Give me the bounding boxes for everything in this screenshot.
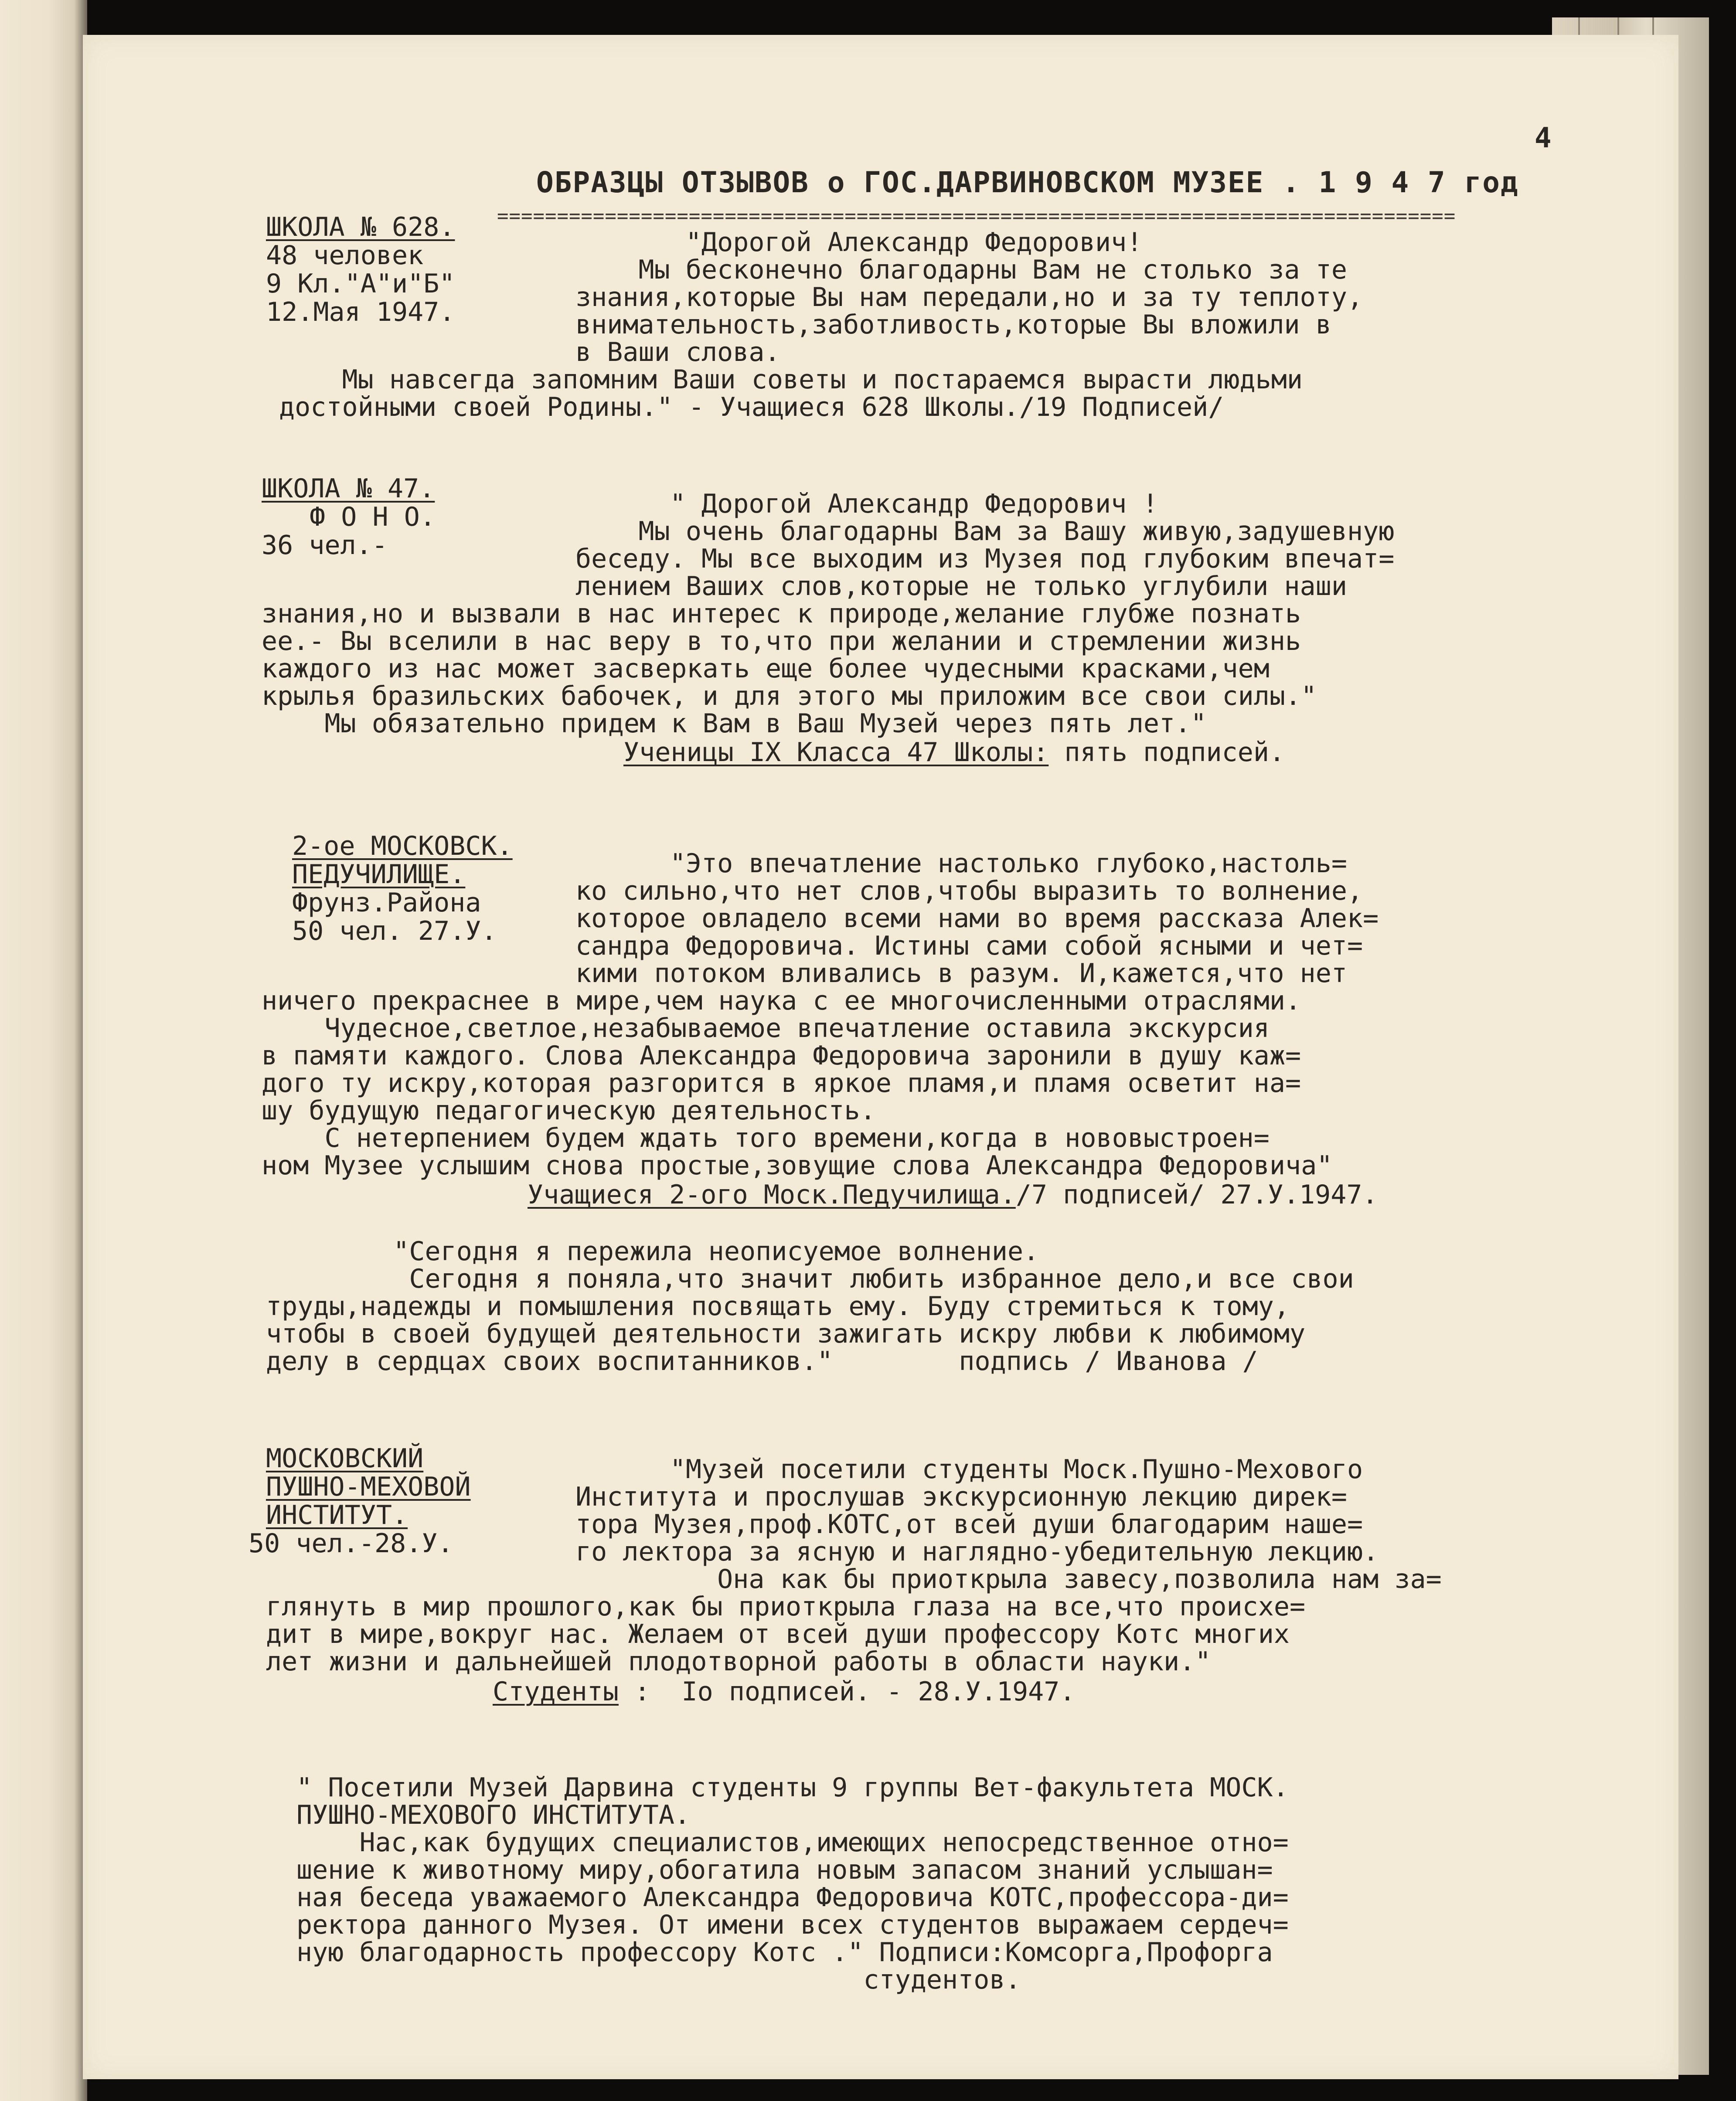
entry-line: Сегодня я поняла,что значит любить избранное дело,и все свои xyxy=(362,1264,1354,1294)
signature-underlined: Ученицы IX Класса 47 Школы: xyxy=(623,737,1049,768)
entry-date: 12.Мая 1947. xyxy=(266,297,455,327)
entry-line: С нетерпением будем ждать того времени,когда в нововыстроен= xyxy=(262,1123,1270,1153)
entry-line: которое овладело всеми нами во время рассказа Алек= xyxy=(575,903,1379,934)
entry-line: студентов. xyxy=(296,1965,1021,1995)
signature-rest: : Io подписей. - 28.У.1947. xyxy=(618,1676,1076,1707)
signature-underlined: Студенты xyxy=(493,1676,619,1707)
entry-line: шу будущую педагогическую деятельность. xyxy=(262,1095,876,1126)
entry-line: ректора данного Музея. От имени всех студентов выражаем сердеч= xyxy=(296,1910,1289,1940)
entry-line: ее.- Вы вселили в нас веру в то,что при желании и стремлении жизнь xyxy=(262,626,1301,656)
entry-line: в Ваши слова. xyxy=(575,337,780,367)
document-page xyxy=(83,35,1678,2079)
entry-line: тора Музея,проф.КОТС,от всей души благодарим наше= xyxy=(575,1509,1363,1540)
entry-school: ПЕДУЧИЛИЩЕ. xyxy=(292,859,466,890)
signature-rest: пять подписей. xyxy=(1048,737,1285,768)
entry-line: Мы бесконечно благодарны Вам не столько за те xyxy=(575,255,1348,285)
entry-line: Чудесное,светлое,незабываемое впечатление оставила экскурсия xyxy=(262,1013,1270,1044)
entry-line: Нас,как будущих специалистов,имеющих непосредственное отно= xyxy=(296,1827,1289,1858)
entry-line: чтобы в своей будущей деятельности зажигать искру любви к любимому xyxy=(266,1319,1306,1349)
entry-line: "Музей посетили студенты Моск.Пушно-Мехового xyxy=(575,1454,1363,1485)
heading-double-rule: ================================================================================ xyxy=(497,205,1456,227)
entry-line: Мы навсегда запомним Ваши советы и постараемся вырасти людьми xyxy=(279,364,1303,395)
entry-line: Мы обязательно придем к Вам в Ваш Музей через пять лет." xyxy=(262,708,1207,739)
entry-line: глянуть в мир прошлого,как бы приоткрыла глаза на все,что происхе= xyxy=(266,1591,1306,1622)
entry-count: 50 чел. 27.У. xyxy=(292,916,497,946)
entry-line: дого ту искру,которая разгорится в яркое пламя,и пламя осветит на= xyxy=(262,1068,1301,1098)
document-heading: ОБРАЗЦЫ ОТЗЫВОВ о ГОС.ДАРВИНОВСКОМ МУЗЕЕ . 1 9 4 7 год xyxy=(536,166,1519,199)
entry-line: Мы очень благодарны Вам за Вашу живую,задушевную xyxy=(575,516,1395,547)
entry-line: делу в сердцах своих воспитанников." подпись / Иванова / xyxy=(266,1346,1258,1377)
entry-line: ко сильно,что нет слов,чтобы выразить то волнение, xyxy=(575,876,1363,906)
entry-line: в памяти каждого. Слова Александра Федоровича заронили в душу каж= xyxy=(262,1040,1301,1071)
entry-school: ШКОЛА № 628. xyxy=(266,212,455,242)
entry-school: ШКОЛА № 47. xyxy=(262,473,435,504)
entry-line: каждого из нас может засверкать еще более чудесными красками,чем xyxy=(262,653,1270,684)
entry-count: 50 чел.-28.У. xyxy=(248,1528,453,1559)
entry-line: лет жизни и дальнейшей плодотворной работы в области науки." xyxy=(266,1646,1211,1677)
page-number: 4 xyxy=(1535,122,1552,154)
entry-line: беседу. Мы все выходим из Музея под глубоким впечат= xyxy=(575,544,1395,574)
entry-line: ничего прекраснее в мире,чем наука с ее многочисленными отраслями. xyxy=(262,986,1301,1016)
entry-line: Института и прослушав экскурсионную лекцию дирек= xyxy=(575,1482,1348,1512)
entry-school: 2-ое МОСКОВСК. xyxy=(292,831,513,861)
entry-line: сандра Федоровича. Истины сами собой ясными и чет= xyxy=(575,931,1363,961)
entry-line: "Сегодня я пережила неописуемое волнение. xyxy=(362,1236,1039,1267)
entry-signature xyxy=(623,739,1285,766)
entry-signature xyxy=(528,1181,1378,1209)
entry-line: крылья бразильских бабочек, и для этого мы приложим все свои силы." xyxy=(262,681,1317,711)
signature-rest: /7 подписей/ 27.У.1947. xyxy=(1015,1180,1378,1210)
entry-line: знания,которые Вы нам передали,но и за ту теплоту, xyxy=(575,282,1363,313)
entry-line: дит в мире,вокруг нас. Желаем от всей души профессору Котс многих xyxy=(266,1619,1290,1649)
entry-line: "Дорогой Александр Федорович! xyxy=(575,227,1143,258)
entry-line: ном Музее услышим снова простые,зовущие слова Александра Федоровича" xyxy=(262,1150,1333,1181)
entry-count: 48 человек xyxy=(266,240,424,271)
signature-underlined: Учащиеся 2-ого Моск.Педучилища. xyxy=(528,1180,1016,1210)
entry-line: лением Ваших слов,которые не только углубили наши xyxy=(575,571,1348,602)
entry-group: Ф О Н О. xyxy=(310,502,436,532)
entry-line: Она как бы приоткрыла завесу,позволила нам за= xyxy=(575,1564,1442,1594)
entry-school: ИНСТИТУТ. xyxy=(266,1500,408,1530)
entry-line: шение к животному миру,обогатила новым запасом знаний услышан= xyxy=(296,1855,1273,1885)
entry-line: труды,надежды и помышления посвящать ему. Буду стремиться к тому, xyxy=(266,1291,1290,1322)
binding-left-page xyxy=(0,0,87,2101)
entry-school: ПУШНО-МЕХОВОЙ xyxy=(266,1472,471,1502)
entry-line: ПУШНО-МЕХОВОГО ИНСТИТУТА. xyxy=(296,1800,691,1830)
entry-line: кими потоком вливались в разум. И,кажется,что нет xyxy=(575,958,1348,989)
entry-class: 9 Кл."А"и"Б" xyxy=(266,269,455,299)
entry-line: го лектора за ясную и наглядно-убедительную лекцию. xyxy=(575,1537,1379,1567)
entry-signature xyxy=(493,1678,1076,1706)
entry-line: ную благодарность профессору Котс ." Подписи:Комсорга,Профорга xyxy=(296,1937,1273,1968)
entry-count: 36 чел.- xyxy=(262,530,388,561)
entry-line: " Дорогой Александр Федорович ! xyxy=(575,489,1158,519)
entry-line: "Это впечатление настолько глубоко,настоль= xyxy=(575,848,1348,879)
entry-school: МОСКОВСКИЙ xyxy=(266,1443,424,1474)
entry-line: ная беседа уважаемого Александра Федоровича КОТС,профессора-ди= xyxy=(296,1882,1289,1913)
entry-district: Фрунз.Района xyxy=(292,887,481,918)
entry-line: " Посетили Музей Дарвина студенты 9 группы Вет-факультета МОСК. xyxy=(296,1772,1289,1803)
entry-line: достойными своей Родины." - Учащиеся 628 Школы./19 Подписей/ xyxy=(279,392,1224,422)
entry-line: знания,но и вызвали в нас интерес к природе,желание глубже познать xyxy=(262,598,1301,629)
entry-line: внимательность,заботливость,которые Вы вложили в xyxy=(575,309,1331,340)
